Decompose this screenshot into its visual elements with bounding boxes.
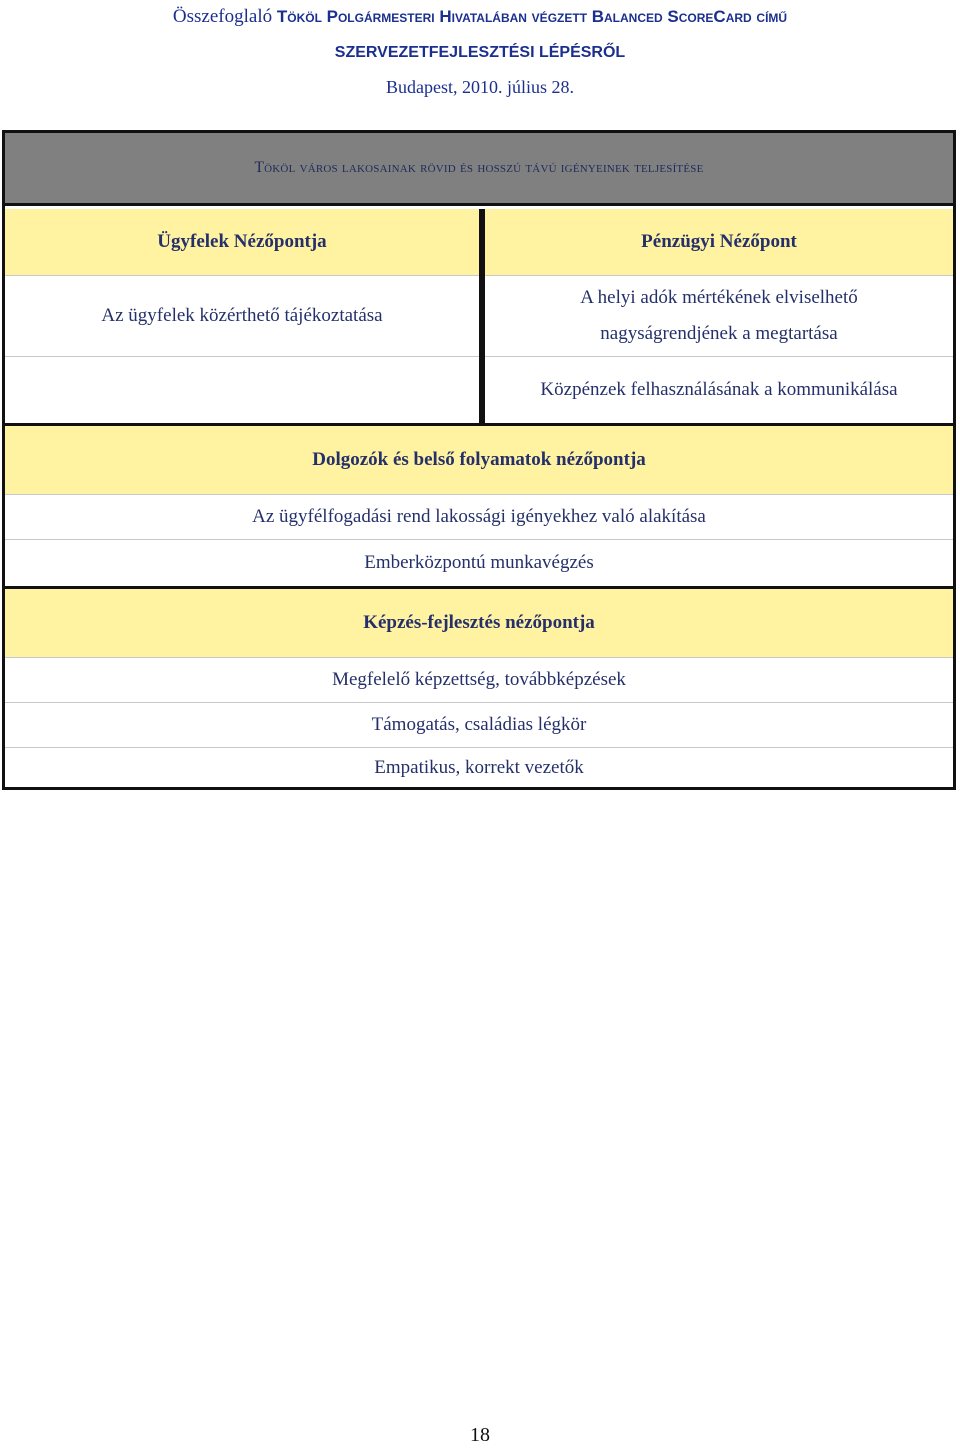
learning-objective-1: Megfelelő képzettség, továbbképzések (332, 669, 626, 690)
internal-perspective-heading: Dolgozók és belső folyamatok nézőpontja (5, 426, 953, 494)
learning-objective-3: Empatikus, korrekt vezetők (374, 756, 584, 778)
header-title-line2: SZERVEZETFEJLESZTÉSI LÉPÉSRŐL (334, 44, 626, 61)
financial-objective-2: Közpénzek felhasználásának a kommunikálása (540, 379, 898, 400)
document-header-line1 (0, 6, 960, 28)
scorecard-title-bar (5, 133, 953, 206)
customer-objective-1: Az ügyfelek közérthető tájékoztatása (101, 305, 383, 326)
learning-perspective-heading: Képzés-fejlesztés nézőpontja (5, 589, 953, 657)
page-number: 18 (470, 1424, 490, 1446)
learning-objective-2: Támogatás, családias légkör (371, 714, 587, 735)
financial-objective-1: A helyi adók mértékének elviselhető nagyságrendjének a megtartása (580, 287, 858, 344)
scorecard-title: Tököl város lakosainak rövid és hosszú távú igényeinek teljesítése (254, 159, 704, 176)
header-prefix: Összefoglaló (172, 6, 273, 27)
customer-perspective-heading: Ügyfelek Nézőpontja (5, 209, 479, 275)
internal-objective-1: Az ügyfélfogadási rend lakossági igényekhez való alakítása (252, 506, 706, 527)
internal-objective-2: Emberközpontú munkavégzés (364, 552, 594, 573)
balanced-scorecard-table (2, 130, 956, 790)
header-date: Budapest, 2010. július 28. (386, 77, 574, 97)
header-title-line1: Tököl Polgármesteri Hivatalában végzett Balanced ScoreCard című (276, 7, 788, 26)
financial-perspective-heading: Pénzügyi Nézőpont (485, 209, 953, 275)
